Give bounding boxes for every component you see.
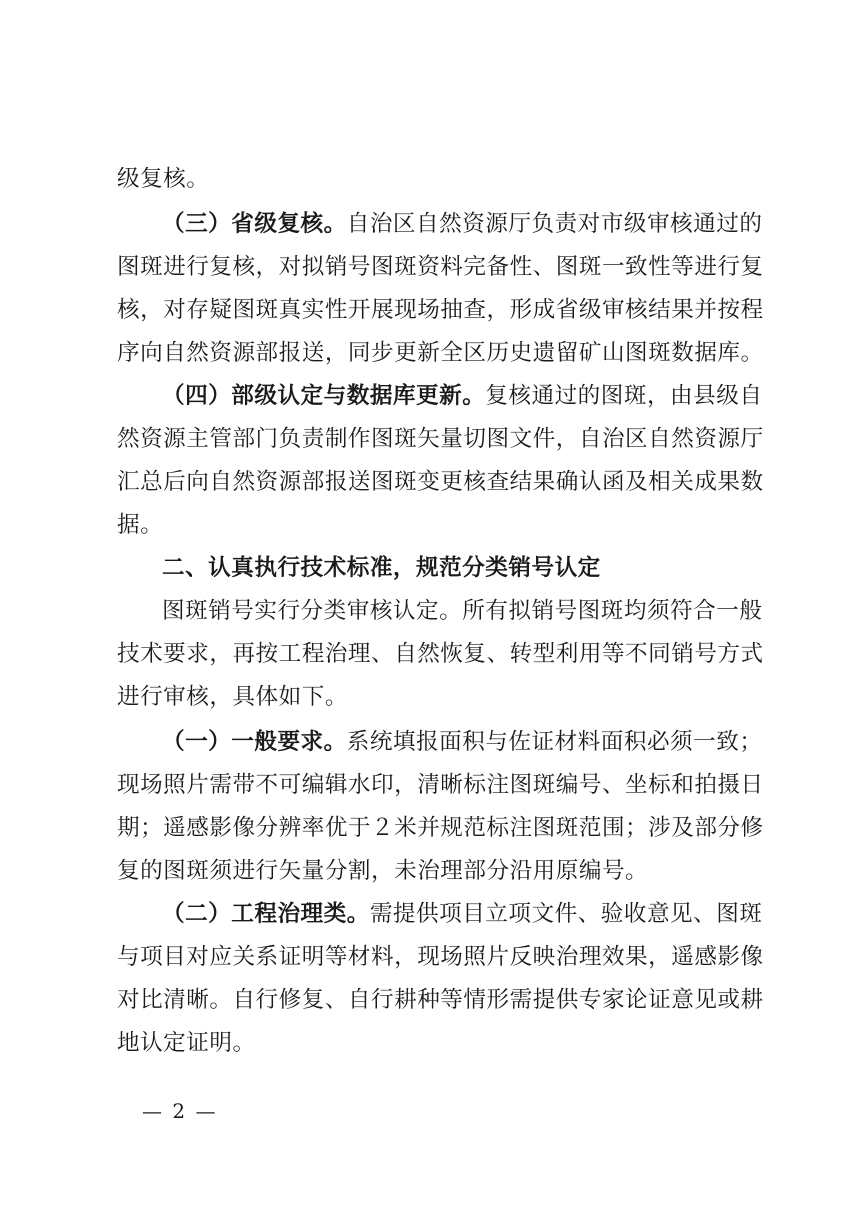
subsection-heading: （二）工程治理类。: [162, 901, 370, 927]
subsection-heading: （三）省级复核。: [162, 211, 347, 237]
paragraph-line: 进行审核，具体如下。: [117, 684, 348, 710]
paragraph-line: 复的图斑须进行矢量分割，未治理部分沿用原编号。: [117, 858, 649, 884]
paragraph-line: 核，对存疑图斑真实性开展现场抽查，形成省级审核结果并按程: [117, 297, 764, 323]
paragraph-line: 据。: [117, 512, 164, 538]
paragraph-line: 地认定证明。: [117, 1030, 256, 1056]
paragraph-line: 然资源主管部门负责制作图斑矢量切图文件，自治区自然资源厅: [117, 426, 764, 452]
subsection-heading: （四）部级认定与数据库更新。: [162, 383, 486, 409]
paragraph-line: 级复核。: [117, 166, 210, 192]
section-heading: 二、认真执行技术标准，规范分类销号认定: [162, 555, 601, 581]
paragraph-line: 技术要求，再按工程治理、自然恢复、转型利用等不同销号方式: [117, 641, 764, 667]
paragraph-line: 期；遥感影像分辨率优于２米并规范标注图斑范围；涉及部分修: [117, 815, 764, 841]
paragraph-line: 图斑销号实行分类审核认定。所有拟销号图斑均须符合一般: [162, 598, 763, 624]
paragraph-line: 对比清晰。自行修复、自行耕种等情形需提供专家论证意见或耕: [117, 987, 764, 1013]
paragraph-line: （三）省级复核。自治区自然资源厅负责对市级审核通过的: [162, 211, 763, 237]
paragraph-line: （二）工程治理类。需提供项目立项文件、验收意见、图斑: [162, 901, 763, 927]
paragraph-line: 汇总后向自然资源部报送图斑变更核查结果确认函及相关成果数: [117, 469, 764, 495]
page-number: — 2 —: [142, 1099, 218, 1123]
paragraph-line: （四）部级认定与数据库更新。复核通过的图斑，由县级自: [162, 383, 763, 409]
paragraph-line: （一）一般要求。系统填报面积与佐证材料面积必须一致；: [162, 729, 763, 755]
paragraph-line: 现场照片需带不可编辑水印，清晰标注图斑编号、坐标和拍摄日: [117, 772, 764, 798]
paragraph-line: 序向自然资源部报送，同步更新全区历史遗留矿山图斑数据库。: [117, 340, 764, 366]
paragraph-line: 图斑进行复核，对拟销号图斑资料完备性、图斑一致性等进行复: [117, 254, 764, 280]
subsection-heading: （一）一般要求。: [162, 729, 347, 755]
paragraph-line: 与项目对应关系证明等材料，现场照片反映治理效果，遥感影像: [117, 944, 764, 970]
